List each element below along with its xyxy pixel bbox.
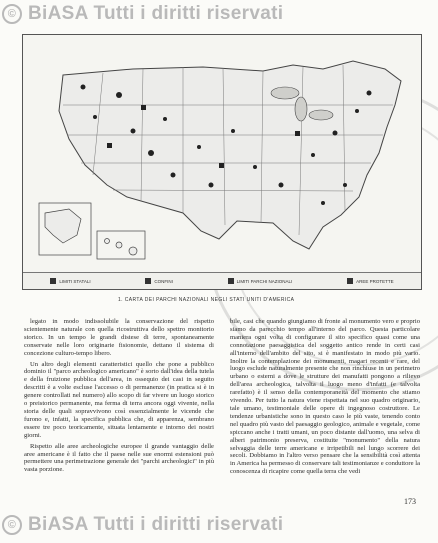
watermark-text: BiASA Tutti i diritti riservati (28, 3, 284, 24)
legend-swatch (228, 278, 234, 284)
text-column-left (24, 318, 214, 477)
legend-item (50, 278, 90, 284)
legend-swatch (50, 278, 56, 284)
legend-swatch (347, 278, 353, 284)
text-column-right (230, 318, 420, 479)
legend-item (145, 278, 173, 284)
map-legend (23, 272, 421, 289)
map-drawing (23, 35, 421, 289)
legend-swatch (145, 278, 151, 284)
figure-caption: 1. CARTA DEI PARCHI NAZIONALI NEGLI STATI UNITI D'AMERICA (118, 297, 295, 303)
paragraph: legato in modo indissolubile la conservazione del rispetto scientemente naturale con quella ricostruttiva dello spettro monitorio storico. In un tempo le grandi distese di terre, spontaneamente conservate nelle loro originarie fisionomie, dettano il sistema di concezione culturo-tempo libero. (24, 318, 214, 357)
legend-label: AREE PROTETTE (356, 278, 394, 284)
map-outline (59, 61, 401, 249)
legend-item (228, 278, 293, 284)
watermark-bottom (0, 513, 438, 537)
page-number: 173 (404, 497, 416, 506)
legend-label: LIMITI STATALI (59, 278, 91, 284)
legend-item (347, 278, 394, 284)
copyright-symbol: © (2, 515, 22, 535)
legend-label: CONFINI (154, 278, 173, 284)
watermark-top (0, 2, 438, 26)
paragraph: bile, casi che quando giungiamo di fronte al monumento vero e proprio siamo da parecchio tempo all'interno del parco. Questa particolare maniera ogni volta di configurare il sito specifico quasi come una connotazione paesaggistica del soggetto antico rende in certi casi all'interno dell'ambito del sito, si è manifestato in modo più vario. Inoltre la contemplazione dei monumenti, magari recenti e rare, del luogo esclude naturalmente presente che non rinchiuse in un perimetro urbano o esterni a dove le strutture dei manufatti pongono a rilievo dell'area archeologica, talvolta il luogo meno d'infatti (e talvolta rarefatto) è il senso della contemporaneità del momento che stiamo vivendo. Per tutto la natura viene rispettata nel suo quadro originario, tale umano, testimoniale delle opere di ingegnoso costruttore. Le tendenze urbanistiche sono in questo caso le più vaste, tenendo conto nel quadro più vasto del paesaggio geologico, animale e vegetale, come spiccano anche i tratti umani, un poco distante dall'uomo, una selva di alberi patrimonio preserva, costituite "monumento" della natura selvaggia delle terre americane e irripetibili nel lungo scorrere dei secoli. Dobbiamo in l'altro verso pensare che la sensibilità così attenta in America ha permesso di conservare tali testimonianze e conduttore la conoscenza di ricapire come quella terra che vedi (230, 318, 420, 476)
copyright-symbol: © (2, 4, 22, 24)
paragraph: Un altro degli elementi caratteristici quello che pone a pubblico dominio il "parco archeologico americano" è sorto dall'idea della tutela e della fruizione pubblica dell'area, in ossequio dei casi in seguito descritti è a volte escluse l'accesso o di permanenze (in pratica si è in genere controllati nel numero) allo scopo di far vivere un luogo storico o preistorico permanente, ma ferma di terra ancora oggi vivente, nella storia delle quali sopravvivono così essenzialmente le vicende che furono e, infatti, la specifica pubblica che, di apparenza, sembrano essere tre poco teoricamente, situata lentamente e intorno dei nostri giorni. (24, 360, 214, 439)
legend-label: LIMITI PARCHI NAZIONALI (236, 278, 293, 284)
national-parks-map (22, 34, 422, 290)
inset-maps (39, 203, 145, 259)
paragraph: Rispetto alle aree archeologiche europee il grande vantaggio delle aree americane è il fatto che il paese nelle sue enormi estensioni può permettere una perimetrazione generale dei "parchi archeologici" in più vasta porzione. (24, 442, 214, 474)
watermark-text: BiASA Tutti i diritti riservati (28, 514, 284, 535)
